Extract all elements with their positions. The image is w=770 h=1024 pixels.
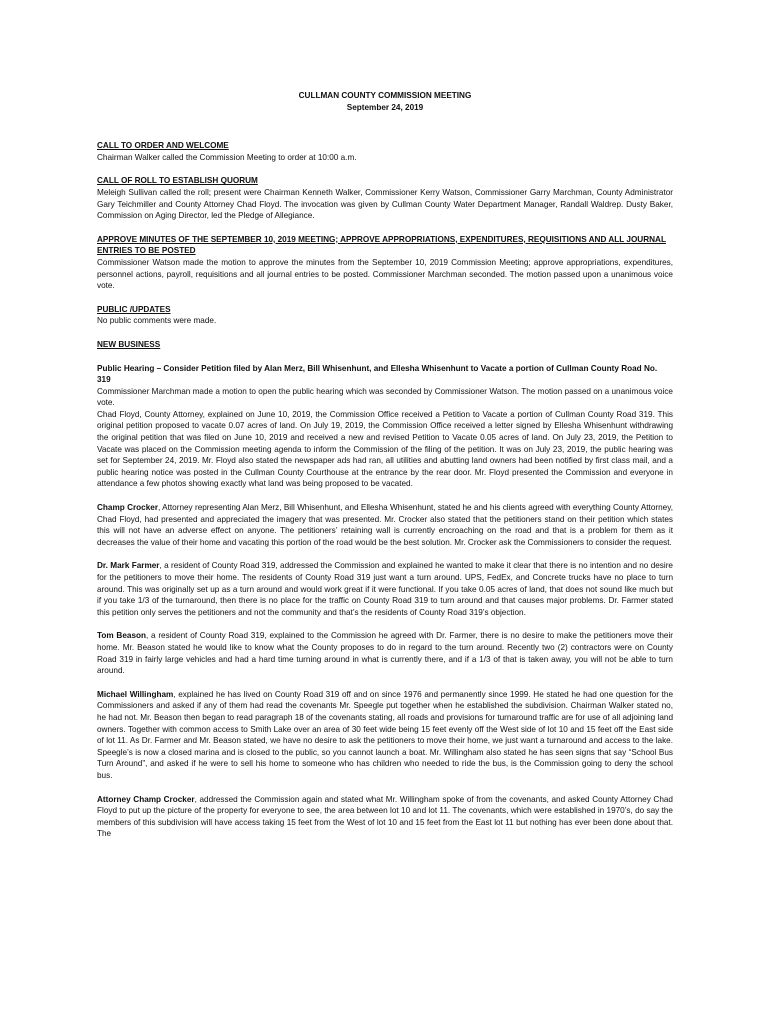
speaker-paragraph — [97, 630, 673, 676]
document-title: CULLMAN COUNTY COMMISSION MEETING — [298, 91, 472, 100]
document-date: September 24, 2019 — [346, 102, 424, 112]
speaker-paragraph — [97, 689, 673, 782]
speaker-name: Tom Beason — [97, 631, 146, 641]
public-hearing-title: Public Hearing – Consider Petition filed by Alan Merz, Bill Whisenhunt, and Ellesha Whisenhunt to Vacate a portion of Cullman County Road No. 319 — [97, 363, 658, 385]
speaker-paragraph — [97, 502, 673, 548]
call-to-order-text: Chairman Walker called the Commission Meeting to order at 10:00 a.m. — [97, 152, 357, 162]
speaker-name: Attorney Champ Crocker — [97, 794, 195, 804]
speaker-name: Dr. Mark Farmer — [97, 561, 160, 571]
public-updates-section — [97, 304, 673, 327]
speaker-text: , addressed the Commission again and stated what Mr. Willingham spoke of from the covenants, and asked County Attorney Chad Floyd to put up the picture of the property for everyone to see, the area between lot 10 and lot 11. The covenants, which were established in 1970’s, do say the members of this subdivision will have access taking 15 feet from the West of lot 10 and 15 feet from the East lot 11 but nothing has ever been done about that. The — [97, 794, 673, 839]
new-business-section — [97, 339, 673, 490]
roll-call-section — [97, 175, 673, 221]
public-hearing-explanation-text: Chad Floyd, County Attorney, explained on June 10, 2019, the Commission Office received a Petition to Vacate a portion of Cullman County Road 319. This original petition proposed to vacate 0.07 acres of land. On July 19, 2019, the Commission Office received a letter signed by Ellesha Whisenhunt withdrawing the original petition that was filed on June 10, 2019 and received a new and revised Petition to Vacate 0.05 acres of land. On July 23, 2019, the Petition to Vacate was placed on the Commission meeting agenda to inform the Commission of the filing of the petition. It was on July 23, 2019, the public hearing was set for September 24, 2019. Mr. Floyd also stated the newspaper ads had ran, all utilities and abutting land owners had been notified by first class mail, and a public hearing notice was posted in the Cullman County Courthouse at the entrance by the rear door. Mr. Floyd presented the Commission and everyone in attendance a few photos showing exactly what land was being proposed to be vacated. — [97, 409, 673, 489]
speaker-paragraph — [97, 794, 673, 840]
call-to-order-section — [97, 140, 673, 163]
roll-call-heading: CALL OF ROLL TO ESTABLISH QUORUM — [97, 176, 258, 186]
approve-minutes-text: Commissioner Watson made the motion to approve the minutes from the September 10, 2019 Commission Meeting; approve appropriations, expenditures, personnel actions, payroll, requisitions and all journal entries to be posted. Commissioner Marchman seconded. The motion passed upon a unanimous voice vote. — [97, 257, 673, 291]
document-page — [97, 90, 673, 840]
call-to-order-heading: CALL TO ORDER AND WELCOME — [97, 141, 229, 151]
approve-minutes-heading: APPROVE MINUTES OF THE SEPTEMBER 10, 2019 MEETING; APPROVE APPROPRIATIONS, EXPENDITURES, REQUISITIONS AND ALL JOURNAL ENTRIES TO BE POSTED — [97, 234, 666, 256]
approve-minutes-section — [97, 234, 673, 292]
new-business-heading: NEW BUSINESS — [97, 339, 161, 349]
speaker-name: Michael Willingham — [97, 689, 174, 699]
speaker-paragraph — [97, 560, 673, 618]
speaker-text: , Attorney representing Alan Merz, Bill Whisenhunt, and Ellesha Whisenhunt, stated he and his clients agreed with everything County Attorney, Chad Floyd, had presented and appreciated the imagery that was presented. Mr. Crocker also stated that the petitioners stand on their petition which states this will not have an adverse effect on anyone. The petitioners’ retaining wall is currently encroaching on the road and that is a problem for them as it decreases the value of their home and vacating this portion of the road would be the best solution. Mr. Crocker ask the Commissioners to consider the request. — [97, 503, 673, 547]
speaker-text: , a resident of County Road 319, explained to the Commission he agreed with Dr. Farmer, there is no desire to make the petitioners move their home. Mr. Beason stated he would like to know what the County proposes to do in regard to the turn around. Recently two (2) contractors were on County Road 319 in fairly large vehicles and had a hard time turning around in what is currently there, and if a 1/3 of that is taken away, you will not be able to turn around. — [97, 631, 673, 676]
speaker-text: , a resident of County Road 319, addressed the Commission and explained he wanted to make it clear that there is no intention and no desire for the petitioners to move their home. The residents of County Road 319 just want a turn around. UPS, FedEx, and Concrete trucks have no place to turn around. This was originally set up as a turn around and would work great if it were functional. If you take 0.05 acres of land, that does not sound like much but if you take 1/3 of the turnaround, then there is no place for the traffic on County Road 319 to turn around and that causes major problems. Dr. Farmer stated this petition only serves the petitioners and not the community and that’s the residents of County Road 319’s objection. — [97, 561, 673, 617]
roll-call-text: Meleigh Sullivan called the roll; present were Chairman Kenneth Walker, Commissioner Kerry Watson, Commissioner Garry Marchman, County Administrator Gary Teichmiller and County Attorney Chad Floyd. The invocation was given by Cullman County Water Department Manager, Randall Waldrep. Dusty Baker, Commission on Aging Director, led the Pledge of Allegiance. — [97, 187, 673, 221]
public-updates-text: No public comments were made. — [97, 316, 217, 326]
speaker-text: , explained he has lived on County Road 319 off and on since 1976 and permanently since 1999. He stated he had one question for the Commissioners and asked if any of them had read the covenants Mr. Speegle put together when he established the subdivision. Chairman Walker stated no, he had not. Mr. Beason then began to read paragraph 18 of the covenants stating, all roads and provisions for turnaround traffic are for use of all adjoining land owners. Together with common access to Smith Lake over an area of 30 feet wide being 15 feet evenly off the West side of lot 10 and 15 feet off the East side of lot 11. As Dr. Farmer and Mr. Beason stated, we have no desire to ask the petitioners to move their home, we just want a turnaround and access to the lake. Speegle’s is now a closed marina and is closed to the public, so you cannot launch a boat. Mr. Willingham also stated he has seen signs that say “School Bus Turn Around”, and asked if he were to sell his home to someone who has children who needed to ride the bus, is the Commission going to deny the school bus. — [97, 689, 673, 780]
speaker-name: Champ Crocker — [97, 503, 159, 513]
public-updates-heading: PUBLIC /UPDATES — [97, 304, 171, 314]
public-hearing-motion-text: Commissioner Marchman made a motion to open the public hearing which was seconded by Commissioner Watson. The motion passed on a unanimous voice vote. — [97, 386, 673, 408]
